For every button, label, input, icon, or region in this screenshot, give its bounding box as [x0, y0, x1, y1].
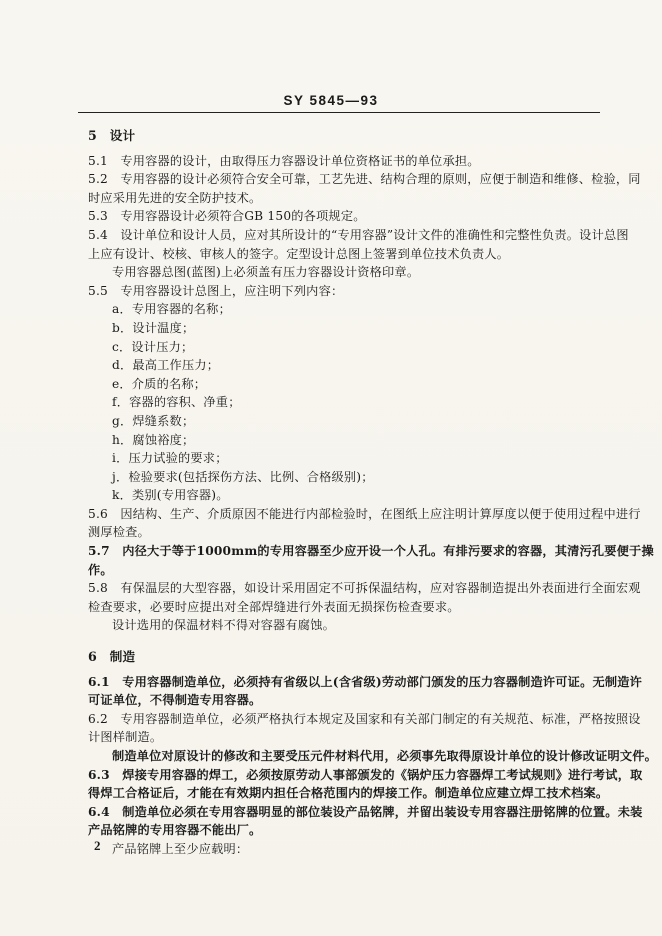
clause-5-3: 5.3 专用容器设计必须符合GB 150的各项规定。: [88, 209, 366, 224]
clause-5-8-line-2: 检查要求，必要时应提出对全部焊缝进行外表面无损探伤检查要求。: [88, 599, 460, 614]
header-rule: [78, 112, 600, 113]
list-item-h: h．腐蚀裕度；: [112, 432, 195, 447]
section-5-heading: 5 设计: [88, 128, 136, 143]
list-item-i: i．压力试验的要求；: [112, 451, 228, 466]
list-item-k: k．类别(专用容器)。: [112, 488, 229, 503]
clause-6-1-line-1: 6.1 专用容器制造单位，必须持有省级以上(含省级)劳动部门颁发的压力容器制造许可证。无制造许: [88, 674, 643, 689]
clause-6-2-line-1: 6.2 专用容器制造单位，必须严格执行本规定及国家和有关部门制定的有关规范、标准，严格按照设: [88, 711, 641, 726]
clause-5-8-line-1: 5.8 有保温层的大型容器，如设计采用固定不可拆保温结构，应对容器制造提出外表面进行全面宏观: [88, 581, 641, 596]
clause-6-4-line-3: 产品铭牌上至少应载明：: [112, 841, 249, 856]
list-item-d: d．最高工作压力；: [112, 358, 220, 373]
clause-6-3-line-1: 6.3 焊接专用容器的焊工，必须按原劳动人事部颁发的《锅炉压力容器焊工考试规则》进行考试，取: [88, 767, 643, 782]
clause-6-1-line-2: 可证单位，不得制造专用容器。: [88, 693, 262, 708]
list-item-e: e．介质的名称；: [112, 376, 207, 391]
list-item-j: j．检验要求(包括探伤方法、比例、合格级别)；: [112, 469, 374, 484]
clause-5-7-line-1: 5.7 内径大于等于1000mm的专用容器至少应开设一个人孔。有排污要求的容器，其清污孔要便于操: [88, 544, 654, 559]
clause-5-6-line-2: 测厚检查。: [88, 525, 150, 540]
list-item-c: c．设计压力；: [112, 339, 194, 354]
clause-6-4-line-2: 产品铭牌的专用容器不能出厂。: [88, 823, 262, 838]
section-6-heading: 6 制造: [88, 649, 136, 665]
list-item-g: g．焊缝系数；: [112, 413, 195, 428]
clause-5-2-line-1: 5.2 专用容器的设计必须符合安全可靠，工艺先进、结构合理的原则，应便于制造和维修、检验，同: [88, 172, 641, 187]
clause-6-4-line-1: 6.4 制造单位必须在专用容器明显的部位装设产品铭牌，并留出装设专用容器注册铭牌的位置。未装: [88, 804, 643, 819]
clause-6-2-line-3: 制造单位对原设计的修改和主要受压元件材料代用，必须事先取得原设计单位的设计修改证明文件。: [112, 749, 658, 763]
clause-5-4-line-3: 专用容器总图(蓝图)上必须盖有压力容器设计资格印章。: [112, 265, 420, 280]
clause-5-2-line-2: 时应采用先进的安全防护技术。: [88, 190, 262, 205]
clause-6-2-line-2: 计图样制造。: [88, 730, 163, 745]
list-item-b: b．设计温度；: [112, 320, 195, 335]
clause-5-7-line-2: 作。: [88, 562, 113, 577]
list-item-f: f．容器的容积、净重；: [112, 395, 241, 410]
list-item-a: a．专用容器的名称；: [112, 302, 231, 317]
standard-code-header: SY 5845—93: [283, 93, 379, 108]
clause-6-3-line-2: 得焊工合格证后，才能在有效期内担任合格范围内的焊接工作。制造单位应建立焊工技术档案。: [88, 786, 609, 801]
clause-5-6-line-1: 5.6 因结构、生产、介质原因不能进行内部检验时，在图纸上应注明计算厚度以便于使用过程中进行: [88, 506, 641, 521]
clause-5-1: 5.1 专用容器的设计，由取得压力容器设计单位资格证书的单位承担。: [88, 153, 480, 168]
page-number: 2: [94, 838, 101, 853]
clause-5-4-line-2: 上应有设计、校核、审核人的签字。定型设计总图上签署到单位技术负责人。: [88, 246, 510, 261]
clause-5-4-line-1: 5.4 设计单位和设计人员，应对其所设计的“专用容器”设计文件的准确性和完整性负责。设计总图: [88, 227, 629, 242]
clause-5-8-line-3: 设计选用的保温材料不得对容器有腐蚀。: [112, 618, 335, 633]
clause-5-5: 5.5 专用容器设计总图上，应注明下列内容：: [88, 283, 344, 298]
document-body: [88, 127, 658, 859]
